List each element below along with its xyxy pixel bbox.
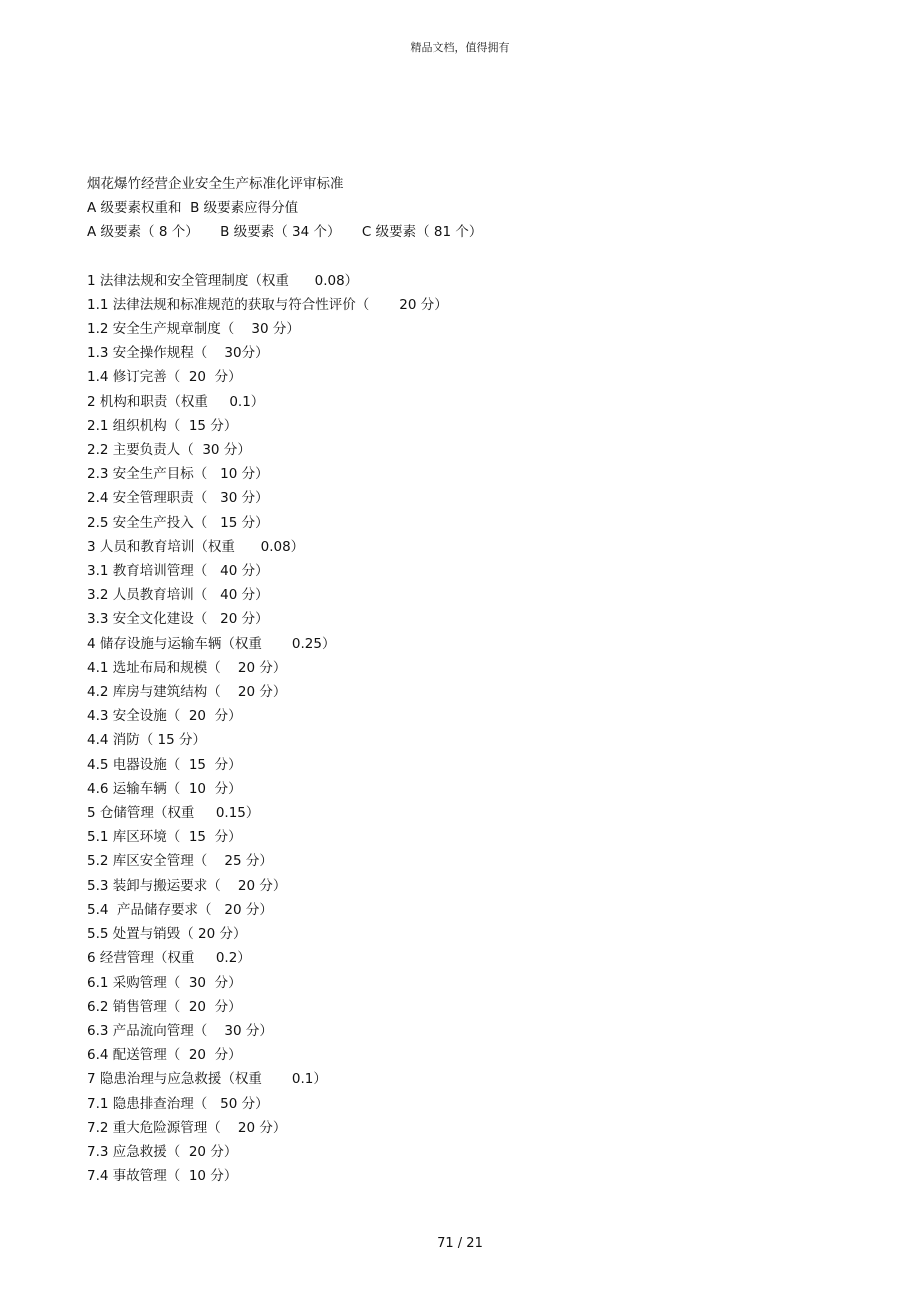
- section-heading: 7 隐患治理与应急救援（权重 0.1）: [87, 1071, 327, 1088]
- list-item: 2.5 安全生产投入（ 15 分）: [87, 514, 269, 531]
- list-item: 1.4 修订完善（ 20 分）: [87, 369, 242, 386]
- list-item: 4.5 电器设施（ 15 分）: [87, 756, 242, 773]
- list-item: 1.2 安全生产规章制度（ 30 分）: [87, 321, 300, 338]
- list-item: 3.1 教育培训管理（ 40 分）: [87, 563, 269, 580]
- list-item: 3.2 人员教育培训（ 40 分）: [87, 587, 269, 604]
- element-summary: A 级要素（ 8 个） B 级要素（ 34 个） C 级要素（ 81 个）: [87, 224, 483, 241]
- list-item: 1.3 安全操作规程（ 30分）: [87, 345, 269, 362]
- list-item: 1.1 法律法规和标准规范的获取与符合性评价（ 20 分）: [87, 296, 448, 313]
- list-item: 2.2 主要负责人（ 30 分）: [87, 442, 251, 459]
- list-item: 4.3 安全设施（ 20 分）: [87, 708, 242, 725]
- list-item: 4.2 库房与建筑结构（ 20 分）: [87, 684, 287, 701]
- list-item: 4.1 选址布局和规模（ 20 分）: [87, 659, 287, 676]
- list-item: 7.4 事故管理（ 10 分）: [87, 1168, 238, 1185]
- list-item: 2.1 组织机构（ 15 分）: [87, 417, 238, 434]
- criteria-list: [87, 269, 847, 1189]
- list-item: 5.2 库区安全管理（ 25 分）: [87, 853, 273, 870]
- list-item: 5.1 库区环境（ 15 分）: [87, 829, 242, 846]
- list-item: 7.1 隐患排查治理（ 50 分）: [87, 1095, 269, 1112]
- list-item: 2.4 安全管理职责（ 30 分）: [87, 490, 269, 507]
- list-item: 5.5 处置与销毁（ 20 分）: [87, 926, 247, 943]
- list-item: 7.3 应急救援（ 20 分）: [87, 1143, 238, 1160]
- section-heading: 5 仓储管理（权重 0.15）: [87, 805, 260, 822]
- section-heading: 4 储存设施与运输车辆（权重 0.25）: [87, 635, 336, 652]
- list-item: 7.2 重大危险源管理（ 20 分）: [87, 1119, 287, 1136]
- list-item: 6.3 产品流向管理（ 30 分）: [87, 1022, 273, 1039]
- section-heading: 1 法律法规和安全管理制度（权重 0.08）: [87, 272, 359, 289]
- list-item: 4.6 运输车辆（ 10 分）: [87, 780, 242, 797]
- list-item: 3.3 安全文化建设（ 20 分）: [87, 611, 269, 628]
- list-item: 4.4 消防（ 15 分）: [87, 732, 207, 749]
- document-title: 烟花爆竹经营企业安全生产标准化评审标准: [87, 176, 344, 192]
- document-subtitle: A 级要素权重和 B 级要素应得分值: [87, 200, 299, 217]
- list-item: 6.1 采购管理（ 30 分）: [87, 974, 242, 991]
- spacer: [87, 245, 847, 269]
- list-item: 6.4 配送管理（ 20 分）: [87, 1047, 242, 1064]
- list-item: 2.3 安全生产目标（ 10 分）: [87, 466, 269, 483]
- section-heading: 2 机构和职责（权重 0.1）: [87, 393, 265, 410]
- section-heading: 3 人员和教育培训（权重 0.08）: [87, 538, 305, 555]
- page-header: 精品文档，值得拥有: [410, 41, 510, 54]
- list-item: 6.2 销售管理（ 20 分）: [87, 998, 242, 1015]
- list-item: 5.3 装卸与搬运要求（ 20 分）: [87, 877, 287, 894]
- page-number: 71 / 21: [437, 1236, 483, 1251]
- list-item: 5.4 产品储存要求（ 20 分）: [87, 901, 273, 918]
- document-body: [87, 172, 847, 1188]
- section-heading: 6 经营管理（权重 0.2）: [87, 950, 251, 967]
